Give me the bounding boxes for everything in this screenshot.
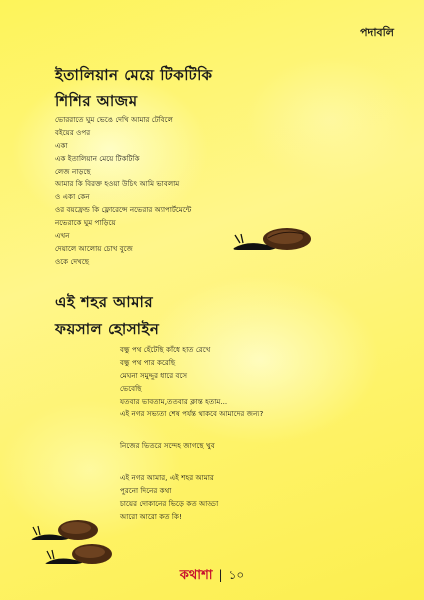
poem-line: মেঘনা সমুদ্দুর ধারে বসে (120, 370, 188, 380)
poem-line: ওকে দেখছে (55, 256, 90, 266)
stanza-break (120, 453, 263, 472)
poem-line: ভেবেছি (120, 383, 142, 393)
poem2-author: ফয়সাল হোসাইন (55, 320, 160, 338)
poem-line: এই নগর আমার, এই শহর আমার (120, 473, 214, 483)
poem-line: পুরনো দিনের কথা (120, 486, 172, 496)
poem-line: নভেরাকে ঘুম পাড়িয়ে (55, 218, 116, 228)
snail-illustration (30, 516, 100, 542)
poem-line: ও একা কেন (55, 192, 90, 202)
poem-line: একা (55, 140, 68, 150)
poem-line: এক ইতালিয়ান মেয়ে টিকটিকি (55, 153, 140, 163)
page-footer (0, 566, 424, 587)
poem-line: দেয়ালে আলোয় চোখ বুজে (55, 243, 133, 253)
poem-line: ওর বয়ফ্রেন্ড কি ফ্লোরেন্সে নভেরার অ্যাপার্টমেন্টে (55, 205, 192, 215)
poem-line: এখন (55, 231, 70, 241)
poem-line: বন্ধু পথ হেঁটেছি কাঁধে হাত রেখে (120, 345, 211, 354)
poem-line: লেজ নাড়ছে (55, 166, 91, 176)
poem1-body (55, 114, 191, 269)
poem1-author: শিশির আজম (55, 92, 138, 110)
poem-line: আমার কি বিরক্ত হওয়া উচিৎ আমি ভাবলাম (55, 179, 180, 189)
poem-line: বইয়ের ওপর (55, 127, 91, 137)
poem-line: আরো আরো কত কি! (120, 511, 182, 521)
stanza-break (120, 421, 263, 440)
poem-line: ভোররাতে ঘুম ভেঙে দেখি আমার টেবিলে (55, 115, 173, 124)
section-label: পদাবলি (360, 26, 394, 39)
page-number: ১০ (228, 568, 245, 582)
poem1-title: ইতালিয়ান মেয়ে টিকটিকি (55, 66, 213, 84)
poem-line: চায়ের দোকানের ভিড়ে কত আড্ডা (120, 499, 219, 509)
poem-line: নিজের ভিতরে সন্দেহ জাগছে খুব (120, 441, 215, 451)
poem-line: যতবার ভাবতাম,ততবার ক্লান্ত হতাম... (120, 396, 228, 406)
footer-divider: | (218, 568, 223, 582)
poem2-body (120, 344, 263, 524)
poem-line: এই নগর সভ্যতা শেষ পর্যন্ত থাকবে আমাদের জন্য? (120, 409, 264, 419)
magazine-logo: কথাশা (179, 568, 213, 583)
snail-illustration (232, 222, 312, 252)
snail-illustration (44, 540, 114, 566)
poem2-title: এই শহর আমার (55, 293, 154, 311)
poem-line: বন্ধু পথ পার করেছি (120, 357, 176, 367)
